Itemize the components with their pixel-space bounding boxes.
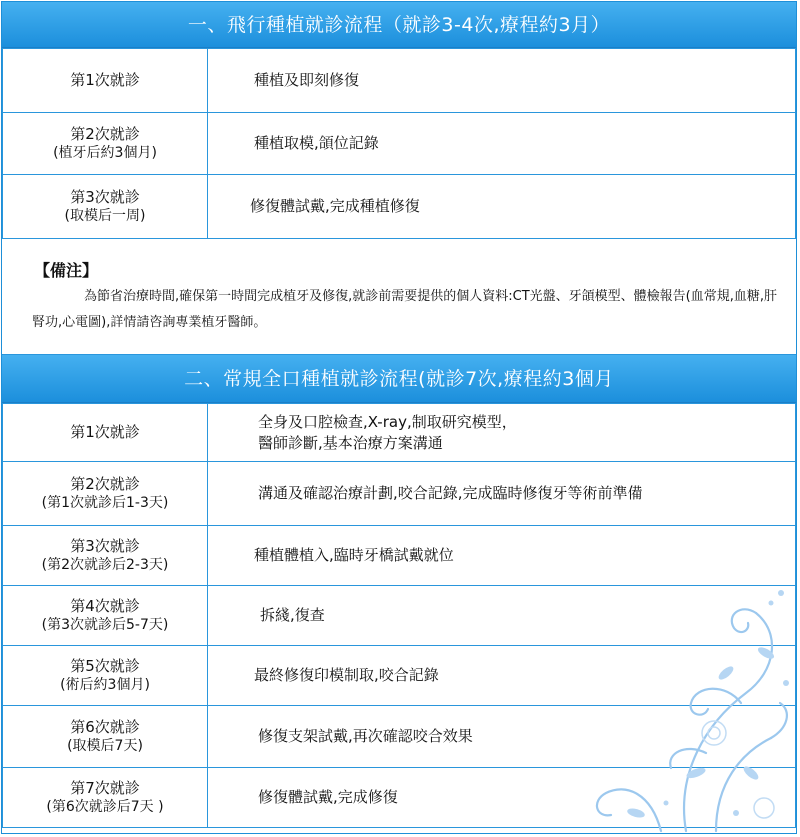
visit-cell	[3, 462, 208, 526]
desc-text: 最終修復印模制取,咬合記錄	[254, 666, 439, 684]
visit-cell	[3, 706, 208, 768]
desc-cell	[208, 49, 796, 113]
visit-label: 第3次就診	[70, 536, 140, 555]
table-row	[3, 49, 796, 113]
visit-label: 第7次就診	[70, 778, 140, 797]
desc-cell	[208, 768, 796, 828]
desc-text: 溝通及確認治療計劃,咬合記錄,完成臨時修復牙等術前準備	[258, 484, 643, 502]
table-row	[3, 462, 796, 526]
visit-cell	[3, 768, 208, 828]
desc-text: 種植及即刻修復	[254, 71, 360, 89]
section2-table	[2, 403, 796, 828]
visit-label: 第1次就診	[70, 71, 140, 89]
table-row	[3, 113, 796, 175]
visit-label: 第1次就診	[70, 423, 140, 441]
notes-body: 為節省治療時間,確保第一時間完成植牙及修復,就診前需要提供的個人資料:CT光盤、牙頜模型、體檢報告(血常規,血糖,肝腎功,心電圖),詳情請咨詢專業植牙醫師。	[32, 289, 777, 330]
desc-cell	[208, 586, 796, 646]
table-row	[3, 404, 796, 462]
section1-table	[2, 48, 796, 239]
desc-text: 種植體植入,臨時牙橋試戴就位	[254, 546, 454, 564]
visit-label: 第5次就診	[70, 656, 140, 675]
visit-cell	[3, 49, 208, 113]
desc-cell	[208, 175, 796, 239]
desc-cell	[208, 462, 796, 526]
visit-note: (取模后7天)	[67, 737, 143, 754]
section1-title: 一、飛行種植就診流程（就診3-4次,療程約3月）	[2, 2, 796, 48]
visit-cell	[3, 646, 208, 706]
desc-text: 修復體試戴,完成修復	[258, 788, 398, 806]
visit-label: 第2次就診	[70, 124, 140, 143]
visit-cell	[3, 113, 208, 175]
visit-label: 第6次就診	[70, 717, 140, 736]
section2-title: 二、常規全口種植就診流程(就診7次,療程約3個月	[2, 355, 796, 403]
desc-cell	[208, 404, 796, 462]
table-row	[3, 706, 796, 768]
visit-label: 第2次就診	[70, 474, 140, 493]
desc-text: 醫師診斷,基本治療方案溝通	[258, 433, 443, 452]
visit-note: (第3次就診后5-7天)	[41, 616, 169, 633]
visit-cell	[3, 526, 208, 586]
desc-text: 修復體試戴,完成種植修復	[250, 197, 420, 215]
visit-note: (第6次就診后7天 )	[46, 798, 164, 815]
desc-cell	[208, 646, 796, 706]
visit-note: (第1次就診后1-3天)	[41, 494, 169, 511]
visit-note: (第2次就診后2-3天)	[41, 556, 169, 573]
desc-cell	[208, 113, 796, 175]
table-row	[3, 768, 796, 828]
desc-cell	[208, 706, 796, 768]
notes-title: 【備注】	[34, 261, 99, 280]
visit-note: (取模后一周)	[64, 207, 146, 224]
document-frame	[1, 1, 797, 834]
desc-text: 種植取模,頜位記錄	[254, 134, 379, 152]
desc-text: 拆綫,復查	[260, 606, 325, 624]
desc-text: 修復支架試戴,再次確認咬合效果	[258, 727, 473, 745]
visit-note: (術后約3個月)	[60, 676, 150, 693]
table-row	[3, 646, 796, 706]
desc-cell	[208, 526, 796, 586]
desc-text: 全身及口腔檢查,X-ray,制取研究模型，	[258, 412, 517, 431]
visit-label: 第4次就診	[70, 596, 140, 615]
visit-cell	[3, 586, 208, 646]
table-row	[3, 526, 796, 586]
table-row	[3, 586, 796, 646]
visit-cell	[3, 404, 208, 462]
visit-label: 第3次就診	[70, 187, 140, 206]
visit-cell	[3, 175, 208, 239]
visit-note: (植牙后約3個月)	[53, 144, 157, 161]
table-row	[3, 175, 796, 239]
notes-block	[2, 238, 796, 355]
